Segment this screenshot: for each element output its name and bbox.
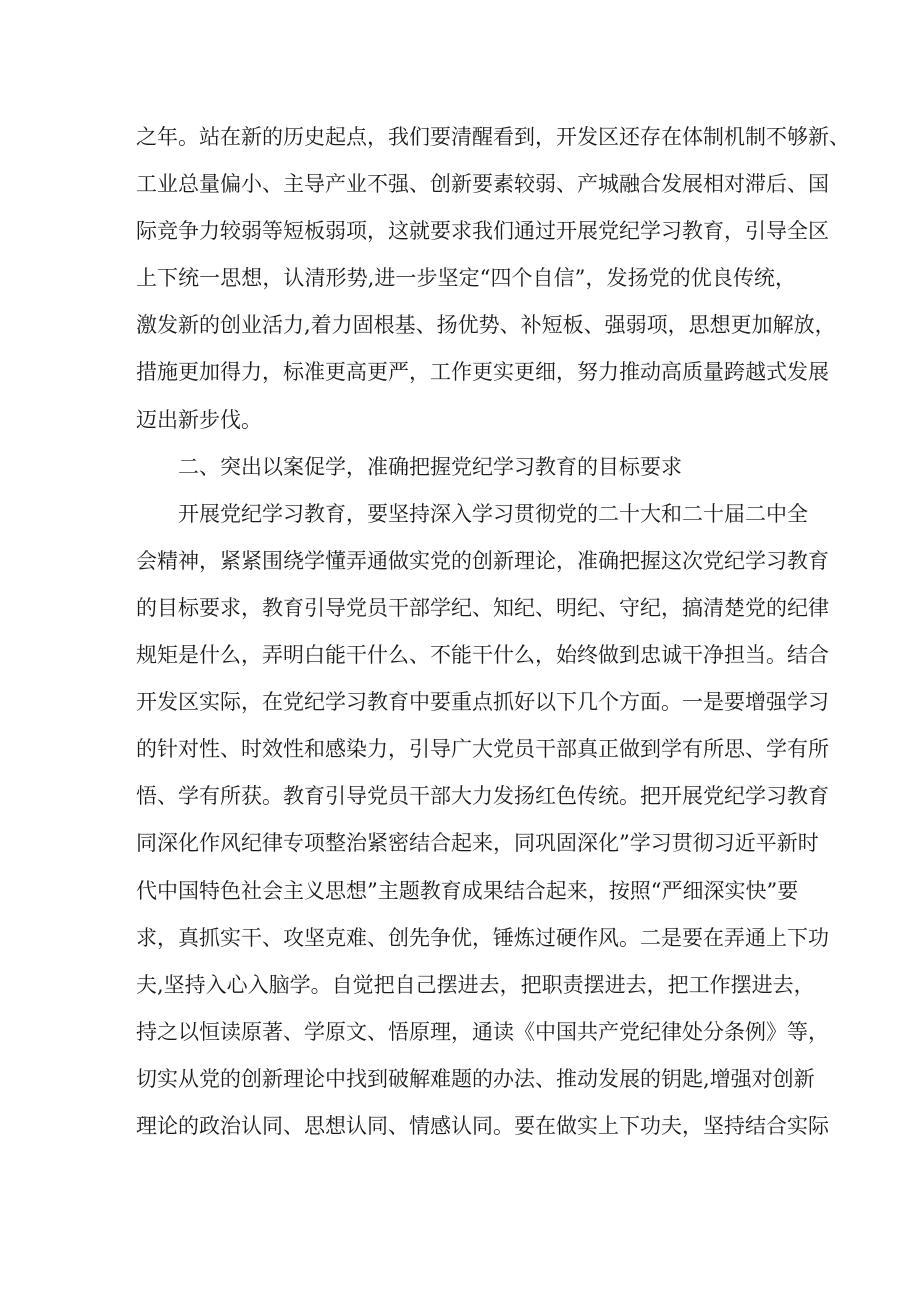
text-line: 会精神，紧紧围绕学懂弄通做实党的创新理论，准确把握这次党纪学习教育 — [136, 548, 829, 573]
text-line: 理论的政治认同、思想认同、情感认同。要在做实上下功夫，坚持结合实际 — [136, 1113, 829, 1138]
text-line: 际竞争力较弱等短板弱项，这就要求我们通过开展党纪学习教育，引导全区 — [136, 219, 829, 244]
text-line: 上下统一思想，认清形势,进一步坚定“四个自信”，发扬党的优良传统， — [136, 266, 796, 291]
text-line: 激发新的创业活力,着力固根基、扬优势、补短板、强弱项，思想更加解放， — [136, 313, 836, 338]
text-line: 切实从党的创新理论中找到破解难题的办法、推动发展的钥匙,增强对创新 — [136, 1066, 815, 1091]
text-line: 的针对性、时效性和感染力，引导广大党员干部真正做到学有所思、学有所 — [136, 737, 829, 762]
text-line: 求，真抓实干、攻坚克难、创先争优，锤炼过硬作风。二是要在弄通上下功 — [136, 925, 829, 950]
text-line: 悟、学有所获。教育引导党员干部大力发扬红色传统。把开展党纪学习教育 — [136, 784, 829, 809]
text-line: 的目标要求，教育引导党员干部学纪、知纪、明纪、守纪，搞清楚党的纪律 — [136, 595, 829, 620]
section-heading: 二、突出以案促学，准确把握党纪学习教育的目标要求 — [178, 454, 682, 479]
text-line: 迈出新步伐。 — [136, 407, 262, 432]
text-line: 夫,坚持入心入脑学。自觉把自己摆进去，把职责摆进去，把工作摆进去， — [136, 972, 815, 997]
text-line: 开展党纪学习教育，要坚持深入学习贯彻党的二十大和二十届二中全 — [178, 501, 808, 526]
text-line: 工业总量偏小、主导产业不强、创新要素较弱、产城融合发展相对滞后、国 — [136, 172, 829, 197]
text-line: 同深化作风纪律专项整治紧密结合起来，同巩固深化”学习贯彻习近平新时 — [136, 831, 819, 856]
text-line: 代中国特色社会主义思想”主题教育成果结合起来，按照“严细深实快”要 — [136, 878, 799, 903]
text-line: 措施更加得力，标准更高更严，工作更实更细，努力推动高质量跨越式发展 — [136, 360, 829, 385]
text-line: 开发区实际，在党纪学习教育中要重点抓好以下几个方面。一是要增强学习 — [136, 690, 829, 715]
body-text — [136, 114, 850, 1150]
text-line: 持之以恒读原著、学原文、悟原理，通读《中国共产党纪律处分条例》等， — [136, 1019, 829, 1044]
text-line: 之年。站在新的历史起点，我们要清醒看到，开发区还存在体制机制不够新、 — [136, 125, 850, 149]
text-line: 规矩是什么，弄明白能干什么、不能干什么，始终做到忠诚干净担当。结合 — [136, 643, 829, 668]
